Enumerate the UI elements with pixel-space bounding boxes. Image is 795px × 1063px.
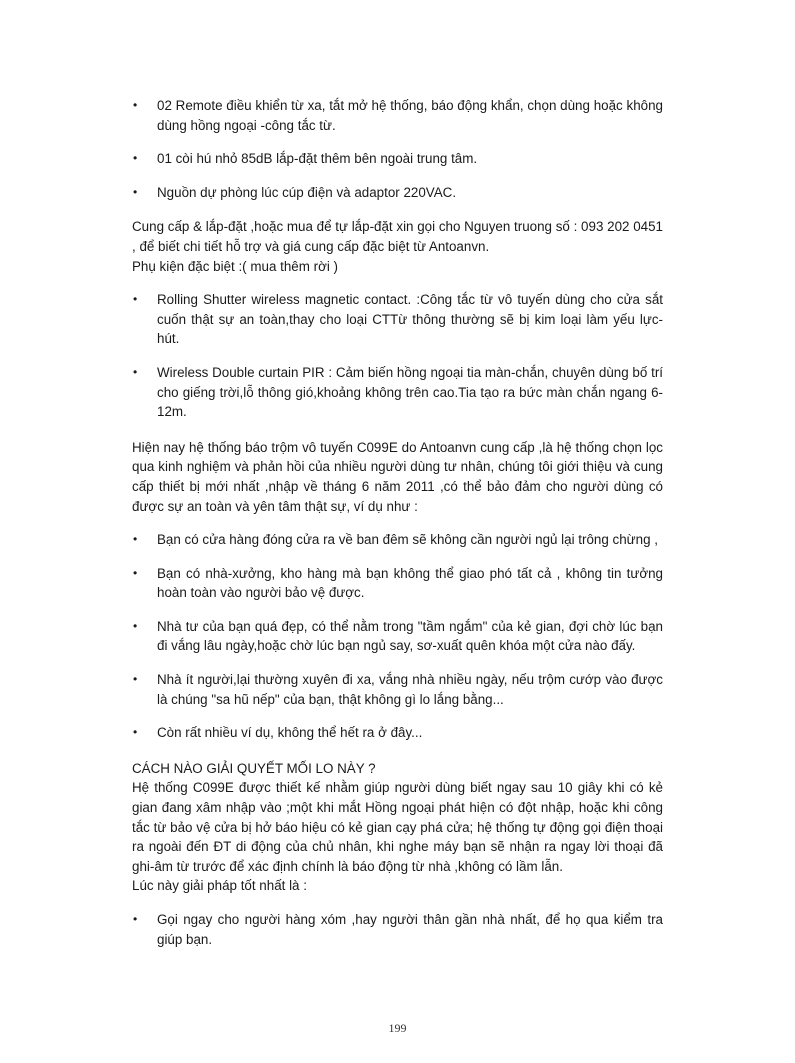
bullet-icon: •: [133, 151, 138, 166]
bullet-icon: •: [133, 618, 138, 633]
list-item-text: Còn rất nhiều ví dụ, không thể hết ra ở đây...: [157, 725, 423, 741]
list-item: [132, 723, 663, 743]
bullet-icon: •: [133, 672, 138, 687]
list-item-text: Nguồn dự phòng lúc cúp điện và adaptor 220VAC.: [157, 184, 457, 200]
list-item: [132, 910, 663, 949]
solution-lead: Lúc này giải pháp tốt nhất là :: [132, 878, 307, 894]
bullet-icon: •: [133, 912, 138, 926]
bullet-icon: •: [133, 532, 138, 547]
examples-list: [132, 530, 663, 743]
solution-section: [132, 759, 663, 896]
bullet-icon: •: [133, 565, 138, 580]
list-item-text: 02 Remote điều khiển từ xa, tắt mở hệ thống, báo động khẩn, chọn dùng hoặc không dùng hồng ngoại -công tắc từ.: [157, 98, 663, 133]
bullet-icon: •: [133, 725, 138, 740]
page-number: 199: [388, 1021, 407, 1035]
list-item-text: 01 còi hú nhỏ 85dB lắp-đặt thêm bên ngoài trung tâm.: [157, 151, 478, 167]
answer-paragraph: Hệ thống C099E được thiết kế nhằm giúp người dùng biết ngay sau 10 giây khi có kẻ gian đang xâm nhập vào ;một khi mắt Hồng ngoại phát hiện có đột nhập, hoặc khi công tắc từ bảo vệ cửa bị hở báo hiệu có kẻ gian cạy phá cửa; hệ thống tự động gọi điện thoại ra ngoài đến ĐT di động của chủ nhân, khi nghe máy bạn sẽ nhận ra ngay lời thoại đã ghi-âm từ trước để xác định chính là báo động từ nhà ,không có lầm lẫn.: [132, 780, 663, 874]
list-item: [132, 290, 663, 349]
contact-text: Cung cấp & lắp-đặt ,hoặc mua để tự lắp-đặt xin gọi cho Nguyen truong số : 093 202 0451 , để biết chi tiết hỗ trợ và giá cung cấp đặc biệt từ Antoanvn.: [132, 219, 663, 254]
list-item-text: Wireless Double curtain PIR : Cảm biến hồng ngoại tia màn-chắn, chuyên dùng bố trí cho giếng trời,lỗ thông gió,khoảng không trên cao.Tia tạo ra bức màn chắn ngang 6-12m.: [157, 364, 663, 420]
list-item: [132, 564, 663, 603]
list-item: [132, 530, 663, 550]
list-item: [132, 670, 663, 709]
bullet-icon: •: [133, 184, 138, 199]
bullet-icon: •: [133, 98, 138, 112]
bullet-icon: •: [133, 292, 138, 307]
package-contents-list: [132, 96, 663, 202]
list-item-text: Nhà ít người,lại thường xuyên đi xa, vắng nhà nhiều ngày, nếu trộm cướp vào được là chúng "sa hũ nếp" của bạn, thật không gì lo lắng bằng...: [157, 672, 663, 707]
list-item: [132, 183, 663, 203]
list-item-text: Gọi ngay cho người hàng xóm ,hay người thân gần nhà nhất, để họ qua kiểm tra giúp bạn.: [157, 912, 663, 947]
accessories-heading: Phụ kiện đặc biệt :( mua thêm rời ): [132, 258, 339, 274]
list-item-text: Bạn có cửa hàng đóng cửa ra về ban đêm sẽ không cần người ngủ lại trông chừng ,: [157, 532, 658, 548]
document-page: [132, 96, 663, 949]
list-item: [132, 149, 663, 169]
accessories-list: [132, 290, 663, 422]
bullet-icon: •: [133, 364, 138, 379]
list-item-text: Bạn có nhà-xưởng, kho hàng mà bạn không thể giao phó tất cả , không tin tưởng hoàn toàn vào người bảo vệ được.: [157, 565, 663, 601]
contact-paragraph: [132, 217, 663, 276]
list-item: [132, 96, 663, 135]
list-item-text: Rolling Shutter wireless magnetic contact. :Công tắc từ vô tuyến dùng cho cửa sắt cuốn thật sự an toàn,thay cho loại CTTừ thông thường sẽ bị kim loại làm yếu lực-hút.: [157, 292, 663, 347]
list-item: [132, 363, 663, 422]
intro-paragraph: Hiện nay hệ thống báo trộm vô tuyến C099E do Antoanvn cung cấp ,là hệ thống chọn lọc qua kinh nghiệm và phản hồi của nhiều người dùng tư nhân, chúng tôi giới thiệu và cung cấp thiết bị mới nhất ,nhập về tháng 6 năm 2011 ,có thể bảo đảm cho người dùng có được sự an toàn và yên tâm thật sự, ví dụ như :: [132, 439, 663, 514]
list-item-text: Nhà tư của bạn quá đẹp, có thể nằm trong "tầm ngắm" của kẻ gian, đợi chờ lúc bạn đi vắng lâu ngày,hoặc chờ lúc bạn ngủ say, sơ-xuất quên khóa một cửa nào đấy.: [157, 618, 663, 654]
solution-list: [132, 910, 663, 949]
list-item: [132, 617, 663, 656]
question-heading: CÁCH NÀO GIẢI QUYẾT MỐI LO NÀY ?: [132, 760, 376, 776]
